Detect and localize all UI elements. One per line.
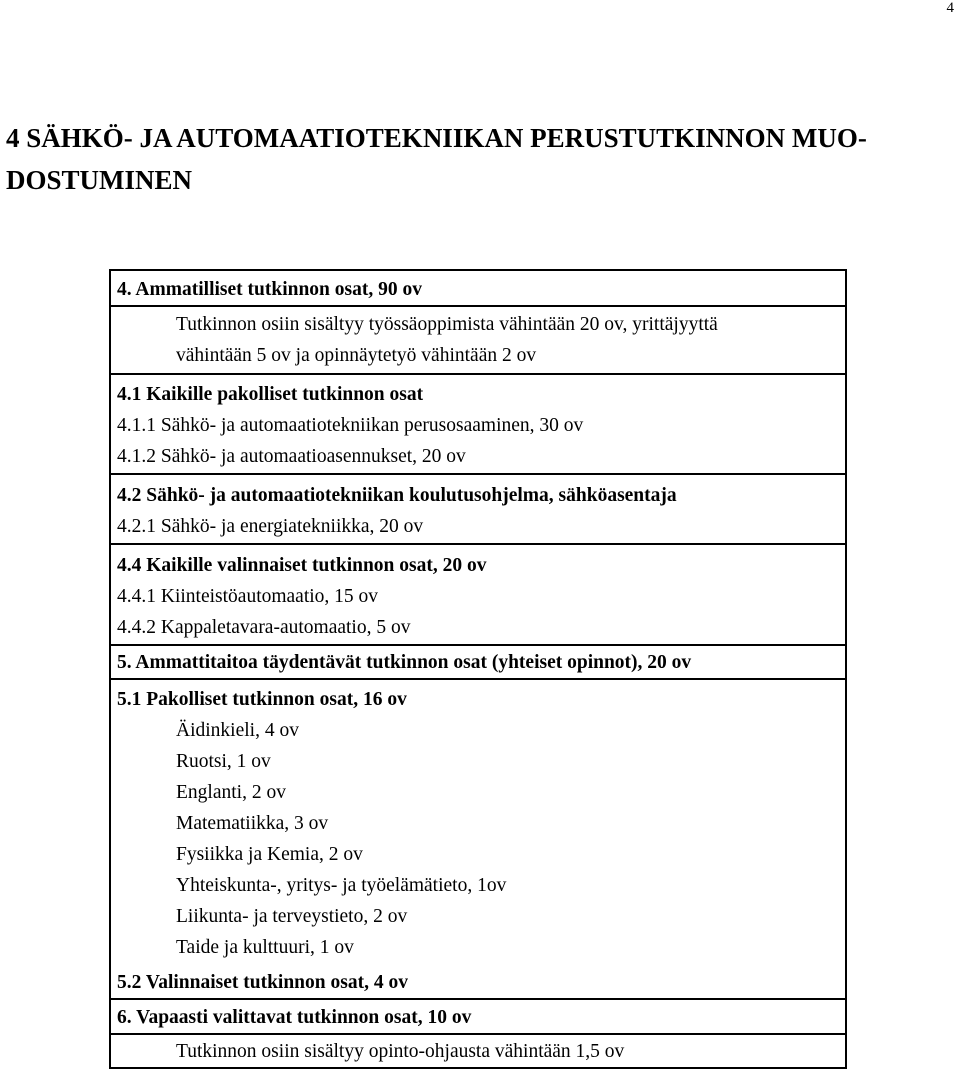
section-title: 5.2 Valinnaiset tutkinnon osat, 4 ov xyxy=(117,972,408,993)
list-item: Fysiikka ja Kemia, 2 ov xyxy=(176,844,363,865)
section-title: 5.1 Pakolliset tutkinnon osat, 16 ov xyxy=(117,689,407,710)
section-programme xyxy=(111,475,845,545)
section-elective xyxy=(111,545,845,646)
section-free-choice xyxy=(111,1000,845,1035)
heading-line-1: 4 SÄHKÖ- JA AUTOMAATIOTEKNIIKAN PERUSTUTKINNON MUO- xyxy=(6,123,867,153)
section-title: 6. Vapaasti valittavat tutkinnon osat, 10 ov xyxy=(117,1007,472,1028)
section-common-mandatory xyxy=(111,680,845,1000)
list-item: 4.2.1 Sähkö- ja energiatekniikka, 20 ov xyxy=(117,516,424,537)
section-free-choice-note xyxy=(111,1035,845,1069)
list-item: Yhteiskunta-, yritys- ja työelämätieto, 1ov xyxy=(176,875,507,896)
curriculum-table xyxy=(109,269,847,1069)
list-item: 4.1.1 Sähkö- ja automaatiotekniikan perusosaaminen, 30 ov xyxy=(117,415,584,436)
list-item: 4.1.2 Sähkö- ja automaatioasennukset, 20 ov xyxy=(117,446,466,467)
list-item: 4.4.1 Kiinteistöautomaatio, 15 ov xyxy=(117,586,379,607)
section-vocational-note xyxy=(111,307,845,375)
list-item: 4.4.2 Kappaletavara-automaatio, 5 ov xyxy=(117,617,411,638)
section-mandatory xyxy=(111,375,845,475)
section-title: 4.4 Kaikille valinnaiset tutkinnon osat, 20 ov xyxy=(117,555,487,576)
list-item: Taide ja kulttuuri, 1 ov xyxy=(176,937,354,958)
section-vocational xyxy=(111,271,845,307)
heading-line-2: DOSTUMINEN xyxy=(6,165,193,195)
note-line: vähintään 5 ov ja opinnäytetyö vähintään 2 ov xyxy=(176,345,537,366)
list-item: Liikunta- ja terveystieto, 2 ov xyxy=(176,906,408,927)
section-title: 5. Ammattitaitoa täydentävät tutkinnon osat (yhteiset opinnot), 20 ov xyxy=(117,652,692,673)
list-item: Äidinkieli, 4 ov xyxy=(176,720,299,741)
note-line: Tutkinnon osiin sisältyy opinto-ohjausta vähintään 1,5 ov xyxy=(176,1041,625,1062)
list-item: Englanti, 2 ov xyxy=(176,782,286,803)
section-title: 4.1 Kaikille pakolliset tutkinnon osat xyxy=(117,384,424,405)
page-number: 4 xyxy=(946,0,954,16)
list-item: Matematiikka, 3 ov xyxy=(176,813,329,834)
note-line: Tutkinnon osiin sisältyy työssäoppimista vähintään 20 ov, yrittäjyyttä xyxy=(176,314,718,335)
section-title: 4. Ammatilliset tutkinnon osat, 90 ov xyxy=(117,279,422,300)
list-item: Ruotsi, 1 ov xyxy=(176,751,271,772)
page-heading xyxy=(6,117,951,201)
section-title: 4.2 Sähkö- ja automaatiotekniikan koulutusohjelma, sähköasentaja xyxy=(117,485,677,506)
section-common xyxy=(111,646,845,680)
